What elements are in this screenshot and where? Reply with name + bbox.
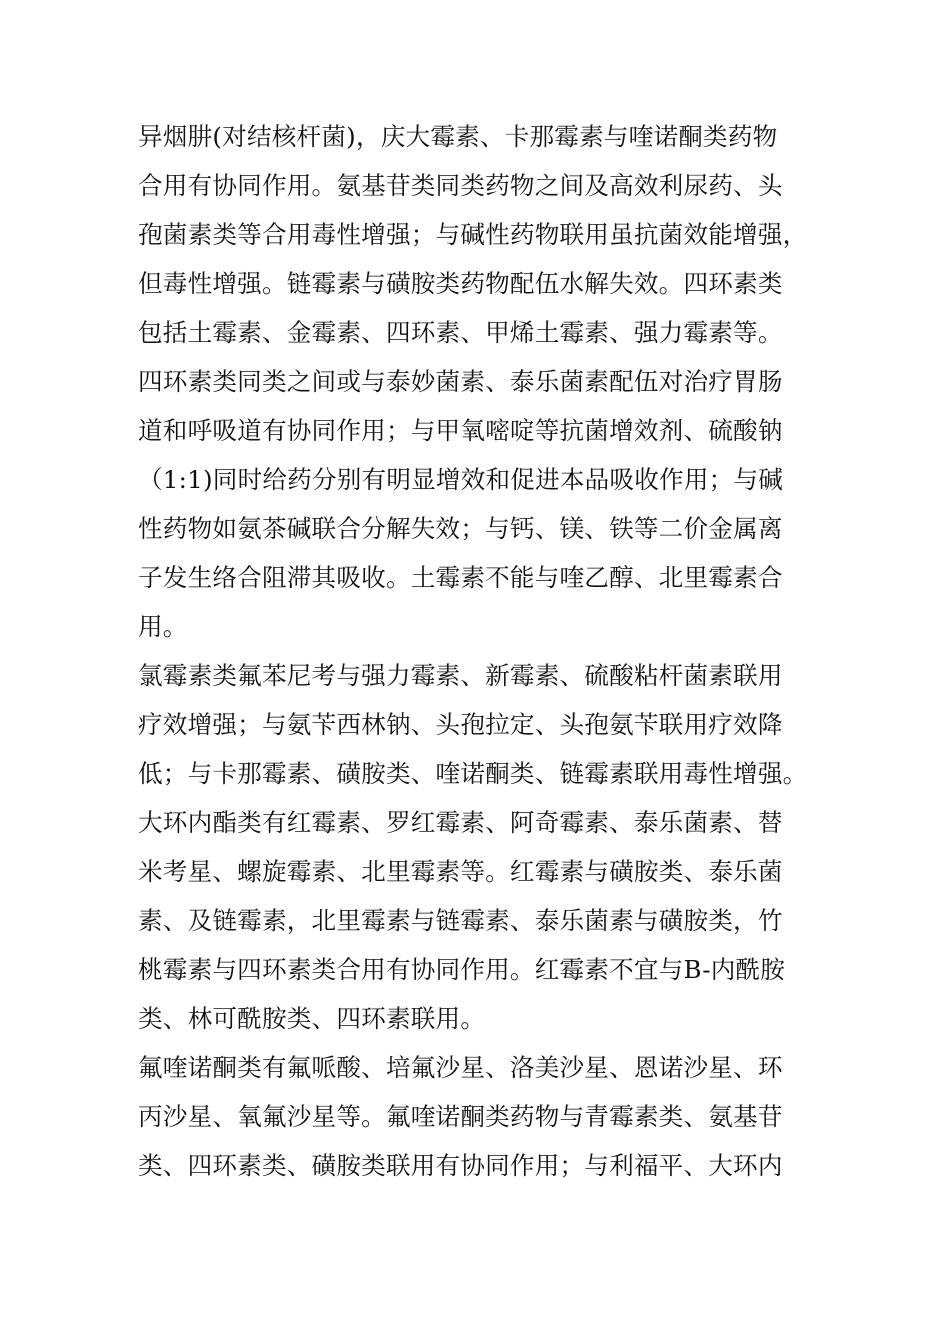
text-line: 性药物如氨茶碱联合分解失效；与钙、镁、铁等二价金属离 bbox=[138, 514, 783, 543]
text-line: 丙沙星、氧氟沙星等。氟喹诺酮类药物与青霉素类、氨基苷 bbox=[138, 1102, 783, 1131]
text-line: 桃霉素与四环素类合用有协同作用。红霉素不宜与B-内酰胺 bbox=[138, 955, 786, 984]
text-line: 子发生络合阻滞其吸收。土霉素不能与喹乙醇、北里霉素合 bbox=[138, 563, 783, 592]
text-line: 合用有协同作用。氨基苷类同类药物之间及高效利尿药、头 bbox=[138, 171, 783, 200]
text-line: 氟喹诺酮类有氟哌酸、培氟沙星、洛美沙星、恩诺沙星、环 bbox=[138, 1053, 783, 1082]
text-line: 疗效增强；与氨苄西林钠、头孢拉定、头孢氨苄联用疗效降 bbox=[138, 710, 783, 739]
text-line: 类、四环素类、磺胺类联用有协同作用；与利福平、大环内 bbox=[138, 1151, 783, 1180]
body-text bbox=[138, 112, 828, 1190]
text-line: 米考星、螺旋霉素、北里霉素等。红霉素与磺胺类、泰乐菌 bbox=[138, 857, 783, 886]
text-line: 大环内酯类有红霉素、罗红霉素、阿奇霉素、泰乐菌素、替 bbox=[138, 808, 783, 837]
text-line: 异烟肼(对结核杆菌)，庆大霉素、卡那霉素与喹诺酮类药物 bbox=[138, 122, 778, 151]
text-line: （1:1)同时给药分别有明显增效和促进本品吸收作用；与碱 bbox=[138, 465, 784, 494]
text-line: 但毒性增强。链霉素与磺胺类药物配伍水解失效。四环素类 bbox=[138, 269, 783, 298]
text-line: 包括土霉素、金霉素、四环素、甲烯土霉素、强力霉素等。 bbox=[138, 318, 783, 347]
text-line: 素、及链霉素，北里霉素与链霉素、泰乐菌素与磺胺类，竹 bbox=[138, 906, 783, 935]
text-line: 孢菌素类等合用毒性增强；与碱性药物联用虽抗菌效能增强， bbox=[138, 220, 808, 249]
text-line: 类、林可酰胺类、四环素联用。 bbox=[138, 1004, 486, 1033]
text-line: 四环素类同类之间或与泰妙菌素、泰乐菌素配伍对治疗胃肠 bbox=[138, 367, 783, 396]
text-line: 氯霉素类氟苯尼考与强力霉素、新霉素、硫酸粘杆菌素联用 bbox=[138, 661, 783, 690]
text-line: 低；与卡那霉素、磺胺类、喹诺酮类、链霉素联用毒性增强。 bbox=[138, 759, 808, 788]
text-line: 道和呼吸道有协同作用；与甲氧嘧啶等抗菌增效剂、硫酸钠 bbox=[138, 416, 783, 445]
text-line: 用。 bbox=[138, 612, 188, 641]
